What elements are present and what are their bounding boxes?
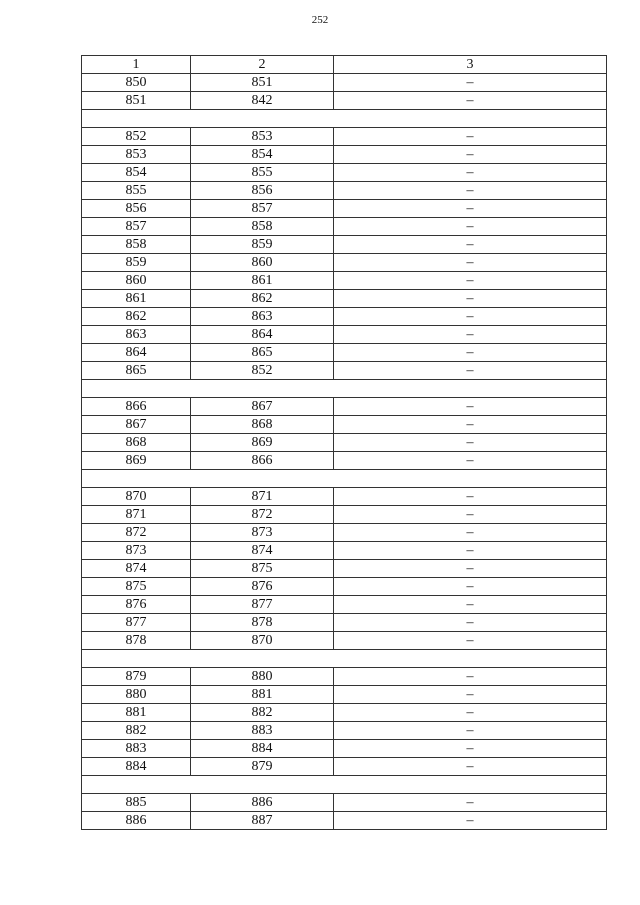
table-cell-col-2: 870 [191,632,334,650]
table-cell-col-1: 882 [82,722,191,740]
table-cell-col-1: 860 [82,272,191,290]
table-cell-col-3: – [334,182,607,200]
table-cell-col-3: – [334,812,607,830]
table-cell-col-1: 881 [82,704,191,722]
table-cell-col-1: 870 [82,488,191,506]
table-row [82,740,607,758]
table-cell-col-1: 863 [82,326,191,344]
table-cell-col-3: – [334,758,607,776]
table-cell-col-3: – [334,740,607,758]
table-cell-col-1: 855 [82,182,191,200]
table-row [82,794,607,812]
table-cell-col-1: 877 [82,614,191,632]
data-table [81,55,607,830]
table-row [82,506,607,524]
table-cell-col-2: 854 [191,146,334,164]
table-row [82,182,607,200]
table-cell-col-1: 867 [82,416,191,434]
table-cell-col-1: 854 [82,164,191,182]
table-cell-col-3: – [334,434,607,452]
table-cell-col-1: 851 [82,92,191,110]
table-row [82,488,607,506]
table-cell-col-3: – [334,236,607,254]
table-cell-col-2: 871 [191,488,334,506]
table-cell-col-1: 878 [82,632,191,650]
table-cell-col-3: – [334,92,607,110]
table-cell-col-1: 852 [82,128,191,146]
table-cell-col-2: 873 [191,524,334,542]
table-cell-col-2: 857 [191,200,334,218]
separator-row [82,110,607,128]
table-cell-col-1: 884 [82,758,191,776]
table-cell-col-3: – [334,578,607,596]
table-row [82,524,607,542]
separator-row [82,470,607,488]
header-row [82,56,607,74]
table-cell-col-3: – [334,218,607,236]
table-cell-col-3: – [334,686,607,704]
table-cell-col-2: 878 [191,614,334,632]
table-row [82,452,607,470]
table-row [82,218,607,236]
table-cell-col-3: – [334,272,607,290]
table-cell-col-1: 879 [82,668,191,686]
table-row [82,308,607,326]
table-cell-col-2: 865 [191,344,334,362]
table-row [82,704,607,722]
table-cell-col-2: 842 [191,92,334,110]
table-cell-col-3: – [334,596,607,614]
table-row [82,200,607,218]
table-cell-col-2: 866 [191,452,334,470]
table-cell-col-2: 877 [191,596,334,614]
table-row [82,74,607,92]
table-row [82,632,607,650]
table-cell-col-3: – [334,452,607,470]
table-row [82,92,607,110]
table-cell-col-3: – [334,722,607,740]
header-col-3: 3 [334,56,607,74]
table-cell-col-3: – [334,164,607,182]
table-cell-col-1: 853 [82,146,191,164]
table-cell-col-1: 861 [82,290,191,308]
page-number: 252 [311,14,329,26]
table-cell-col-3: – [334,632,607,650]
table-row [82,236,607,254]
table-cell-col-1: 880 [82,686,191,704]
table-row [82,290,607,308]
table-cell-col-2: 864 [191,326,334,344]
table-cell-col-2: 858 [191,218,334,236]
table-cell-col-3: – [334,344,607,362]
table-cell-col-2: 859 [191,236,334,254]
separator-cell [82,110,607,128]
table-row [82,686,607,704]
table-cell-col-2: 856 [191,182,334,200]
table-row [82,722,607,740]
table-cell-col-3: – [334,668,607,686]
table-cell-col-1: 872 [82,524,191,542]
table-cell-col-1: 862 [82,308,191,326]
table-cell-col-3: – [334,542,607,560]
separator-cell [82,470,607,488]
table-cell-col-1: 866 [82,398,191,416]
header-col-1: 1 [82,56,191,74]
table-row [82,434,607,452]
header-col-2: 2 [191,56,334,74]
table-row [82,344,607,362]
table-cell-col-2: 862 [191,290,334,308]
table-cell-col-1: 865 [82,362,191,380]
table-row [82,146,607,164]
table-row [82,254,607,272]
table-cell-col-1: 871 [82,506,191,524]
table-cell-col-2: 851 [191,74,334,92]
table-cell-col-2: 887 [191,812,334,830]
table-cell-col-2: 883 [191,722,334,740]
table-row [82,164,607,182]
table-cell-col-3: – [334,74,607,92]
table-cell-col-1: 876 [82,596,191,614]
table-cell-col-2: 855 [191,164,334,182]
table-cell-col-1: 856 [82,200,191,218]
table-cell-col-2: 869 [191,434,334,452]
table-row [82,668,607,686]
table-cell-col-1: 859 [82,254,191,272]
table-row [82,758,607,776]
table-cell-col-3: – [334,416,607,434]
table-cell-col-2: 879 [191,758,334,776]
table-cell-col-3: – [334,560,607,578]
table-row [82,560,607,578]
table-cell-col-3: – [334,146,607,164]
table-cell-col-2: 863 [191,308,334,326]
table-cell-col-2: 872 [191,506,334,524]
separator-row [82,380,607,398]
table-row [82,596,607,614]
separator-row [82,776,607,794]
separator-cell [82,776,607,794]
table-cell-col-1: 873 [82,542,191,560]
table-cell-col-1: 858 [82,236,191,254]
table-cell-col-1: 875 [82,578,191,596]
table-row [82,578,607,596]
table-cell-col-2: 882 [191,704,334,722]
table-row [82,326,607,344]
table-body [82,74,607,830]
table-cell-col-2: 852 [191,362,334,380]
table-cell-col-2: 861 [191,272,334,290]
table-cell-col-3: – [334,794,607,812]
table-cell-col-1: 869 [82,452,191,470]
table-cell-col-3: – [334,506,607,524]
table-row [82,614,607,632]
table-cell-col-2: 860 [191,254,334,272]
table-cell-col-3: – [334,398,607,416]
table-cell-col-3: – [334,254,607,272]
table-cell-col-3: – [334,200,607,218]
separator-cell [82,380,607,398]
table-row [82,272,607,290]
table-cell-col-3: – [334,326,607,344]
table-row [82,542,607,560]
table-cell-col-1: 864 [82,344,191,362]
table-cell-col-3: – [334,704,607,722]
table-cell-col-2: 881 [191,686,334,704]
table-cell-col-2: 876 [191,578,334,596]
table-cell-col-3: – [334,614,607,632]
table-cell-col-2: 880 [191,668,334,686]
separator-cell [82,650,607,668]
table-row [82,362,607,380]
table-cell-col-1: 868 [82,434,191,452]
table-row [82,416,607,434]
table-cell-col-3: – [334,128,607,146]
table-cell-col-2: 867 [191,398,334,416]
table-cell-col-2: 853 [191,128,334,146]
table-cell-col-2: 884 [191,740,334,758]
table-cell-col-1: 874 [82,560,191,578]
table-row [82,398,607,416]
table-row [82,128,607,146]
table-cell-col-3: – [334,308,607,326]
separator-row [82,650,607,668]
table-cell-col-1: 885 [82,794,191,812]
table-cell-col-1: 886 [82,812,191,830]
table-cell-col-1: 857 [82,218,191,236]
table-cell-col-3: – [334,362,607,380]
table-cell-col-3: – [334,290,607,308]
table-row [82,812,607,830]
table-cell-col-2: 886 [191,794,334,812]
table-cell-col-2: 875 [191,560,334,578]
table-cell-col-2: 868 [191,416,334,434]
table-cell-col-3: – [334,488,607,506]
table-cell-col-1: 850 [82,74,191,92]
table-cell-col-2: 874 [191,542,334,560]
table-cell-col-3: – [334,524,607,542]
table-cell-col-1: 883 [82,740,191,758]
